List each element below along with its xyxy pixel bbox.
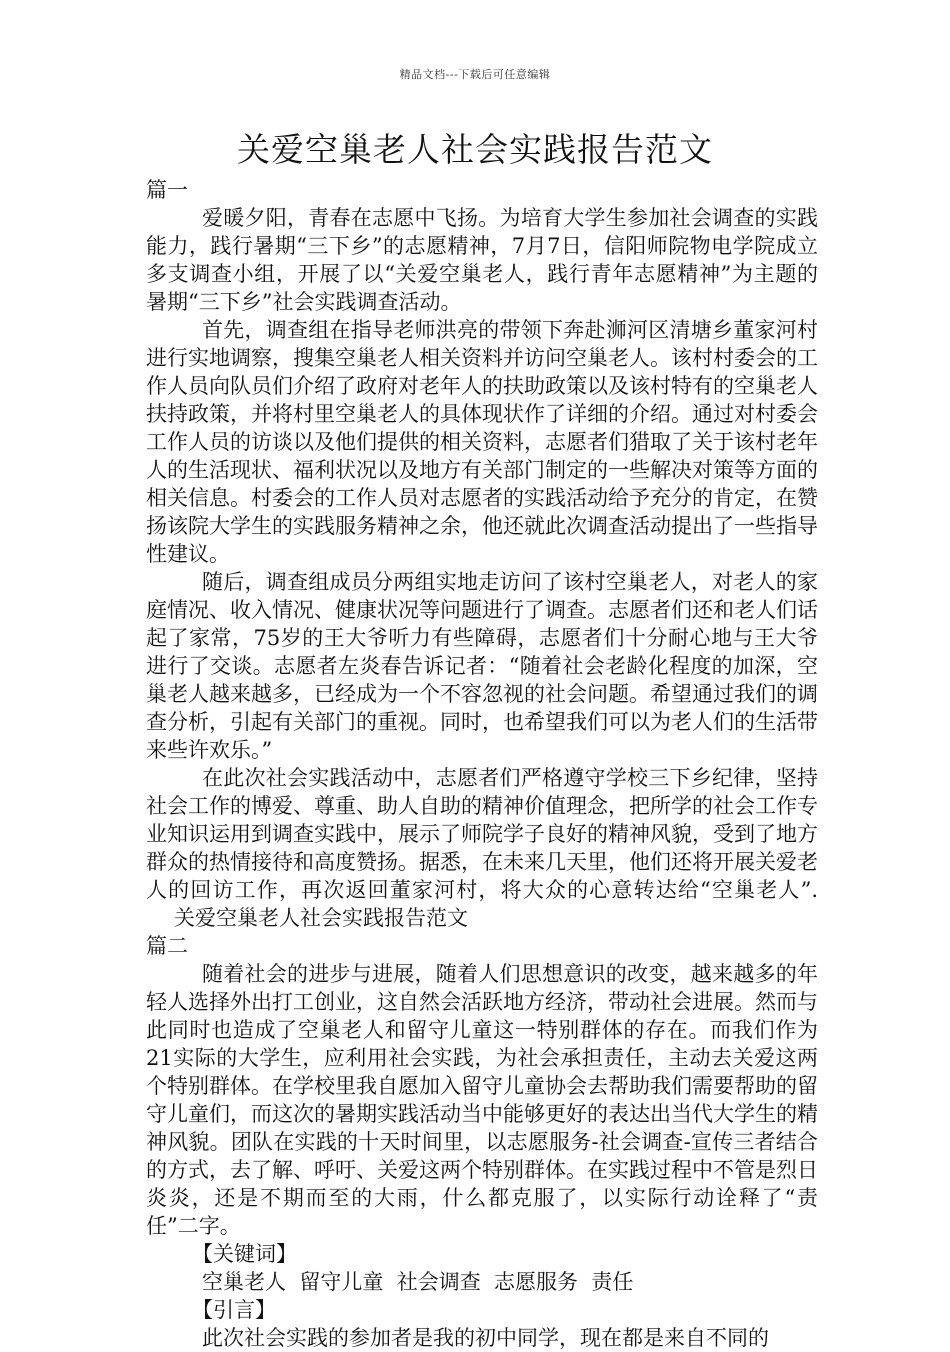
intro-paragraph: 此次社会实践的参加者是我的初中同学，现在都是来自不同的 xyxy=(202,1326,769,1350)
paragraph-with-inline-title xyxy=(146,764,818,932)
paragraph-text: 在此次社会实践活动中，志愿者们严格遵守学校三下乡纪律，坚持社会工作的博爱、尊重、助人自助的精神价值理念，把所学的社会工作专业知识运用到调查实践中，展示了师院学子良好的精神风貌，受到了地方群众的热情接待和高度赞扬。据悉，在未来几天里，他们还将开展关爱老人的回访工作，再次返回董家河村，将大众的心意转达给“空巢老人”. xyxy=(146,766,818,902)
keywords-heading: 【关键词】 xyxy=(192,1242,297,1266)
inline-section-title: 关爱空巢老人社会实践报告范文 xyxy=(174,906,468,930)
document-body xyxy=(146,176,818,1352)
paragraph: 爱暖夕阳，青春在志愿中飞扬。为培育大学生参加社会调查的实践能力，践行暑期“三下乡”的志愿精神，7月7日，信阳师院物电学院成立多支调查小组，开展了以“关爱空巢老人，践行青年志愿精神”为主题的暑期“三下乡”社会实践调查活动。 xyxy=(146,206,818,314)
page-header: 精品文档---下载后可任意编辑 xyxy=(399,68,551,81)
paragraph: 随后，调查组成员分两组实地走访问了该村空巢老人，对老人的家庭情况、收入情况、健康状况等问题进行了调查。志愿者们还和老人们话起了家常，75岁的王大爷听力有些障碍，志愿者们十分耐心地与王大爷进行了交谈。志愿者左炎春告诉记者：“随着社会老龄化程度的加深，空巢老人越来越多，已经成为一个不容忽视的社会问题。希望通过我们的调查分析，引起有关部门的重视。同时，也希望我们可以为老人们的生活带来些许欢乐。” xyxy=(146,570,818,762)
paragraph: 首先，调查组在指导老师洪亮的带领下奔赴浉河区清塘乡董家河村进行实地调察，搜集空巢老人相关资料并访问空巢老人。该村村委会的工作人员向队员们介绍了政府对老年人的扶助政策以及该村特有的空巢老人扶持政策，并将村里空巢老人的具体现状作了详细的介绍。通过对村委会工作人员的访谈以及他们提供的相关资料，志愿者们猎取了关于该村老年人的生活现状、福利状况以及地方有关部门制定的一些解决对策等方面的相关信息。村委会的工作人员对志愿者的实践活动给予充分的肯定，在赞扬该院大学生的实践服务精神之余，他还就此次调查活动提出了一些指导性建议。 xyxy=(146,318,818,566)
paragraph: 随着社会的进步与进展，随着人们思想意识的改变，越来越多的年轻人选择外出打工创业，这自然会活跃地方经济，带动社会进展。然而与此同时也造成了空巢老人和留守儿童这一特别群体的存在。而我们作为21实际的大学生，应利用社会实践，为社会承担责任，主动去关爱这两个特别群体。在学校里我自愿加入留守儿童协会去帮助我们需要帮助的留守儿童们，而这次的暑期实践活动当中能够更好的表达出当代大学生的精神风貌。团队在实践的十天时间里，以志愿服务-社会调查-宣传三者结合的方式，去了解、呼吁、关爱这两个特别群体。在实践过程中不管是烈日炎炎，还是不期而至的大雨，什么都克服了，以实际行动诠释了“责任”二字。 xyxy=(146,962,818,1238)
document-title: 关爱空巢老人社会实践报告范文 xyxy=(237,130,713,169)
intro-heading: 【引言】 xyxy=(192,1298,276,1322)
section-label-part1: 篇一 xyxy=(146,178,188,202)
keywords-list: 空巢老人 留守儿童 社会调查 志愿服务 责任 xyxy=(202,1270,634,1294)
section-label-part2: 篇二 xyxy=(146,934,188,958)
